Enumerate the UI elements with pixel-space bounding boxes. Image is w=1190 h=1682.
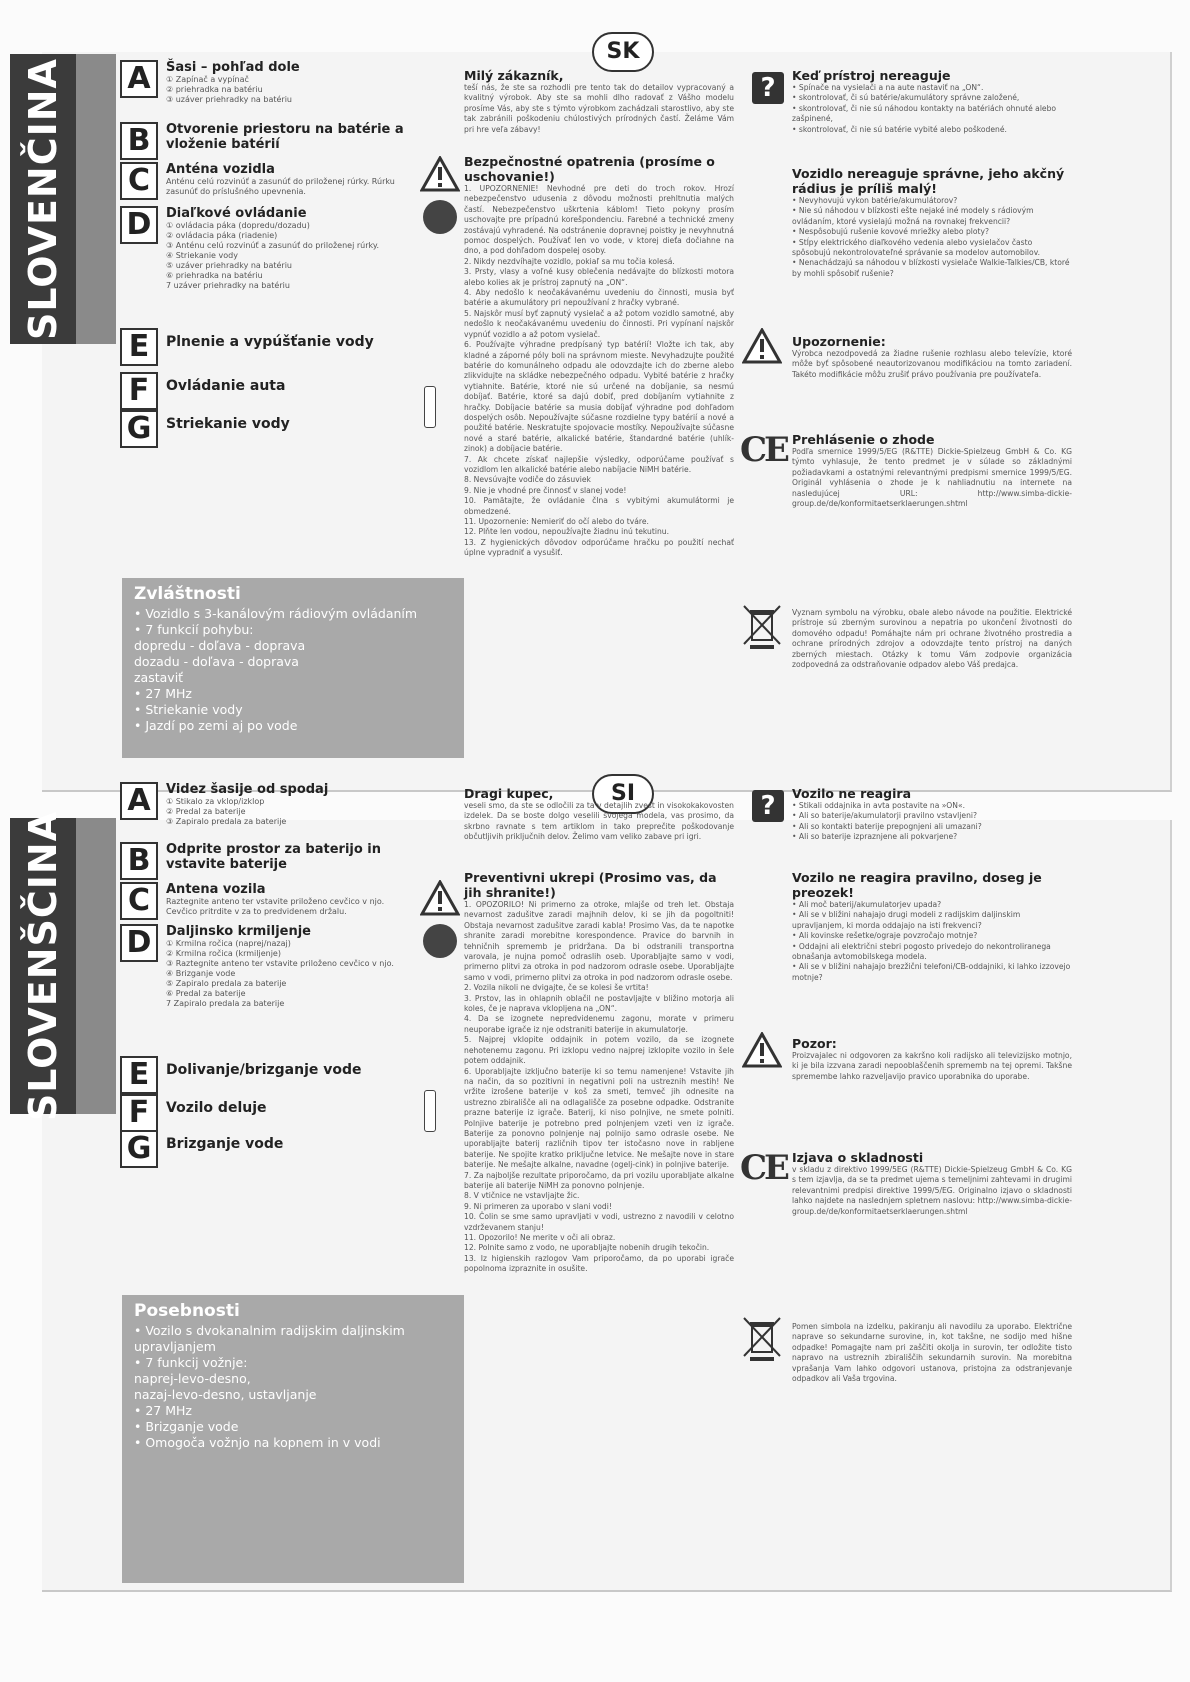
trouble-title-2: Vozilo ne reagira pravilno, doseg je preozek! [792,870,1042,900]
section-title: Vozilo deluje [166,1100,267,1116]
section-letter: E [120,328,158,366]
greeting-text: veseli smo, da ste se odločili za ta v detajlih zvest in visokokakovosten izdelek. Da se boste dolgo veselili svojega modela, vas prosimo, da skrbno ravnate s tem artiklom in tako preprečite poškodovanje občutljivih priključnih delov. Želimo vam veliko zabave pri igri. [464,801,734,842]
warning-triangle-icon [742,1032,782,1072]
crossed-bin-icon [742,604,782,650]
disposal-text: Vyznam symbolu na výrobku, obale alebo návode na použitie. Elektrické prístroje sú zberným surovinou a nepatria po ukončení životnosti do domového odpadu! Pomáhajte nám pri ochrane životného prostredia a ochrane prírodných zdrojov a odovzdajte tento prístroj na daných zberných miestach. Otázky k tomu Vám zodpovie organizácia zodpovedná za odstraňovanie odpadov alebo Váš predajca. [792,608,1072,670]
features-box [122,1295,464,1583]
antenna-tube-icon [424,1090,436,1132]
child-under-3-icon [423,200,457,234]
caution-block [792,334,1072,380]
conformity-title: Prehlásenie o zhode [792,432,935,447]
section-c [120,882,416,920]
section-letter: G [120,1130,158,1168]
caution-text: Výrobca nezodpovedá za žiadne rušenie rozhlasu alebo televízie, ktoré môže byť spôsobené neautorizovanou modifikáciou na tomto zariadení. Takéto modifikácie môžu zrušiť právo používania pre používateľa. [792,349,1072,379]
features-list: • Vozilo s dvokanalnim radijskim daljinskim upravljanjem • 7 funkcij vožnje: naprej-levo-desno, nazaj-levo-desno, ustavljanje • 27 MHz • Brizganje vode • Omogoča vožnjo na kopnem in v vodi [134,1323,405,1450]
features-list: • Vozidlo s 3-kanálovým rádiovým ovládaním • 7 funkcií pohybu: dopredu - doľava - doprava dozadu - doľava - doprava zastaviť • 27 MHz • Striekanie vody • Jazdí po zemi aj po vode [134,606,418,733]
disposal-text: Pomen simbola na izdelku, pakiranju ali navodilu za uporabo. Električne naprave so sekundarne surovine, in, kot takšne, ne sodijo med hišne odpadke! Pomagajte nam pri zaščiti okolja in surovin, ter odložite tisto napravo na ustreznih zbirališčih sekundarnih surovin. Na morebitna vprašanja Vam lahko odgovori ustanova, pristojna za odstranjevanje odpadkov ali Vaša trgovina. [792,1322,1072,1384]
section-g [120,1130,416,1168]
section-a [120,60,416,105]
section-title: Brizganje vode [166,1136,284,1152]
section-text: ① Zapínač a vypínač ② priehradka na batériu ③ uzáver priehradky na batériu [166,75,292,104]
section-text: ① ovládacia páka (dopredu/dozadu) ② ovládacia páka (riadenie) ③ Anténu celú rozvinúť a zasunúť do priloženej rúrky. ④ Striekanie vody ⑤ uzáver priehradky na batériu ⑥ priehradka na batériu 7 uzáver priehradky na batériu [166,221,379,290]
section-title: Šasi – pohľad dole [166,60,300,75]
language-badge: SI [592,774,654,814]
caution-title: Pozor: [792,1036,837,1051]
safety-text: 1. UPOZORNENIE! Nevhodné pre deti do troch rokov. Hrozí nebezpečenstvo udusenia z dôvodu možnosti prehltnutia malých častí. Nebezpečenstvo uškrtenia káblom! Tieto pokyny prosím uschovajte pre prípadnú korešpondenciu. Farebné a technické zmeny zostávajú vyhradené. Na odstránenie dopravnej poistky je nevyhnutná pomoc dospelých. Používať len vo vode, v ktorej dieťa dočiahne na dno, a pod dohľadom dospelej osoby. 2. Nikdy nezdvíhajte vozidlo, pokiaľ sa mu točia kolesá. 3. Prsty, vlasy a voľné kusy oblečenia nedávajte do blízkosti motora alebo kolies ak je prístroj zapnutý na „ON“. 4. Aby nedošlo k neočakávanému uvedeniu do činnosti, musia byť batérie a akumulátory pri nepoužívaní z hračky vybrané. 5. Najskôr musí byť zapnutý vysielač a až potom vozidlo samotné, aby nedošlo k neočakávanému uvedeniu do činnosti. Pri vypínaní najskôr vypnúť vozidlo a až potom vysielač. 6. Používajte výhradne predpísaný typ batérií! Vložte ich tak, aby kladné a záporné póly boli na správnom mieste. Nevyhadzujte použité batérie do komunálneho odpadu ale odovzdajte ich do zberne alebo zlikvidujte na skládke nebezpečného odpadu. Vybité batérie z hračky vytiahnite. Batérie, ktoré nie sú určené na dobíjanie, sa nesmú dobíjať. Batérie, ktoré sa dajú dobiť, pred dobíjaním vytiahnite z hračky. Dobíjacie batérie sa musia dobíjať výhradne pod dohľadom dospelých osôb. Nepoužívajte súčasne rozdielne typy batérií a nové a použité batérie. Neskratujte spojovacie mostíky. Nepoužívajte súčasne nové a staré batérie, alkalické batérie, štandardné batérie (uhlík-zinok) a dobíjacie batérie. 7. Ak chcete získať najlepšie výsledky, odporúčame používať s vozidlom len alkalické batérie alebo nabíjacie NiMH batérie. 8. Nevsúvajte vodiče do zásuviek 9. Nie je vhodné pre činnosť v slanej vode! 10. Pamätajte, že ovládanie člna s vybitými akumulátormi je obmedzené. 11. Upozornenie: Nemieriť do očí alebo do tváre. 12. Plňte len vodou, nepoužívajte žiadnu inú tekutinu. 13. Z hygienických dôvodov odporúčame hračku po použití nechať úplne vypradniť a vysušiť. [464,184,734,558]
section-letter: C [120,162,158,200]
conformity-title: Izjava o skladnosti [792,1150,924,1165]
language-label: SLOVENŠČINA [10,818,76,1114]
section-title: Odprite prostor za baterijo in vstavite baterije [166,842,382,872]
safety-title: Bezpečnostné opatrenia (prosíme o uschovanie!) [464,154,715,184]
side-stripe [76,818,116,1114]
section-b [120,842,416,880]
caution-title: Upozornenie: [792,334,886,349]
section-title: Anténa vozidla [166,162,275,177]
warning-triangle-icon [742,328,782,368]
greeting-text: teší nás, že ste sa rozhodli pre tento tak do detailov vypracovaný a kvalitný výrobok. Aby ste sa mohli dlho radovať z Vášho modelu prosíme Vás, aby ste s týmto výrobkom zachádzali starostlivo, aby ste tak zabránili poškodeniu chúlostivých prírodných častí. Želáme Vám pri hre veľa zábavy! [464,83,734,134]
section-title: Daljinsko krmiljenje [166,924,311,939]
section-letter: B [120,842,158,880]
warning-triangle-icon [420,156,460,196]
safety-text: 1. OPOZORILO! Ni primerno za otroke, mlajše od treh let. Obstaja nevarnost zadušitve zaradi majhnih delov, ki se jih da pogoltniti! Obstaja nevarnost zadušitve zaradi kabla! Prosimo Vas, da te napotke shranite zaradi morebitne korespondence. Pravice do barvnih in tehničnih sprememb je pridržana. Da bi odstranili transportna varovala, je nujna pomoč odraslih oseb. Uporabljajte samo v vodi, primerno plitvi za otroka in pod nadzorom odrasle osebe. Uporabljajte samo v vodi, primerno plitvi za otroka in pod nadzorom odrasle osebe. 2. Vozila nikoli ne dvigajte, če se kolesi še vrtita! 3. Prstov, las in ohlapnih oblačil ne postavljajte v bližino motorja ali koles, če je naprava vklopljena na „ON“. 4. Da se izognete nepredvidenemu zagonu, morate v primeru neuporabe igrače iz nje odstraniti baterije in akumulatorje. 5. Najprej vklopite oddajnik in potem vozilo, da se izognete nehotenemu zagonu. Pri izklopu vedno najprej izklopite vozilo in šele potem oddajnik. 6. Uporabljajte izključno baterije ki so temu namenjene! Vstavite jih na način, da so pozitivni in negativni poli na ustreznih mestih! Ne vržite izrošene baterije v koš za smeti, temveč jih odnesite na ustrezno zbirališče ali na odlagališče za posebne odpadke. Odstranite prazne baterije iz igrače. Baterij, ki niso polnjive, ne smete polniti. Polnjive baterije je potrebno pred polnjenjem vzeti ven iz igrače. Baterije za ponovno polnjenje naj polnijo samo odrasle osebe. Ne uporabljajte baterij različnih tipov ter istočasno nove in rabljene baterije. Ne spojite kratko priključne letvice. Ne mešajte nove in stare baterije. Ne mešajte alkalne, navadne (ogelj-cink) in polnjive baterije. 7. Za najboljše rezultate priporočamo, da pri vozilu uporabljate alkalne baterije ali baterije NiMH za ponovno polnjenje. 8. V vtičnice ne vstavljajte žic. 9. Ni primeren za uporabo v slani vodi! 10. Čolin se sme samo upravljati v vodi, ustrezno z navodili v celotno vzdrževanem stanju! 11. Opozorilo! Ne merite v oči ali obraz. 12. Polnite samo z vodo, ne uporabljajte nobenih drugih tekočin. 13. Iz higienskih razlogov Vam priporočamo, da po uporabi igrače popolnoma izpraznite in osušite. [464,900,734,1274]
crossed-bin-icon [742,1316,782,1362]
trouble-list-1: • Spínače na vysielači a na aute nastaviť na „ON“. • skontrolovať, či sú batérie/akumulátory správne založené, • skontrolovať, či nie sú náhodou kontakty na batériách ohnuté alebo zašpinené, • skontrolovať, či nie sú batérie vybité alebo poškodené. [792,83,1057,134]
greeting-title: Dragi kupec, [464,786,554,801]
greeting-title: Milý zákazník, [464,68,564,83]
section-b [120,122,416,160]
features-title: Zvláštnosti [134,584,241,604]
safety-block [464,870,734,1275]
greeting-block [464,68,734,135]
disposal-block [792,608,1072,670]
trouble-list-2: • Ali moč baterij/akumulatorjev upada? • Ali se v bližini nahajajo drugi modeli z radijskim daljinskim upravljanjem, ki morda oddajajo na isti frekvenci? • Ali kovinske rešetke/ograje povzročajo motnje? • Oddajni ali električni stebri pogosto privedejo do nekontroliranega obnašanja avtomobilskega modela. • Ali se v bližini nahajajo brezžični telefoni/CB-oddajniki, ki lahko izzovejo motnje? [792,900,1071,982]
language-badge: SK [592,32,654,72]
warning-triangle-icon [420,880,460,920]
trouble-title-1: Vozilo ne reagira [792,786,912,801]
section-e [120,328,416,366]
section-letter: E [120,1056,158,1094]
section-title: Striekanie vody [166,416,290,432]
question-icon: ? [752,790,784,822]
trouble-list-1: • Stikali oddajnika in avta postavite na »ON«. • Ali so baterije/akumulatorji pravilno vstavljeni? • Ali so kontakti baterije prepognjeni ali umazani? • Ali so baterije izpraznjene ali pokvarjene? [792,801,982,842]
section-g [120,410,416,448]
greeting-block [464,786,734,843]
section-d [120,206,416,291]
section-letter: G [120,410,158,448]
trouble-title-1: Keď prístroj nereaguje [792,68,951,83]
section-c [120,162,416,200]
section-letter: F [120,372,158,410]
trouble-title-2: Vozidlo nereaguje správne, jeho akčný rádius je príliš malý! [792,166,1065,196]
features-box [122,578,464,758]
safety-block [464,154,734,559]
section-title: Ovládanie auta [166,378,286,394]
caution-text: Proizvajalec ni odgovoren za kakršno koli radijsko ali televizijsko motnjo, ki je bila izzvana zaradi nepooblaščenih sprememb na tej opremi. Takšne spremembe lahko razveljavijo pravico uporabnika do uporabe. [792,1051,1072,1081]
section-letter: A [120,60,158,98]
language-label: SLOVENČINA [10,54,76,344]
section-letter: D [120,924,158,962]
antenna-tube-icon [424,386,436,428]
child-under-3-icon [423,924,457,958]
trouble-block-1 [792,786,1072,843]
trouble-block-1 [792,68,1072,135]
trouble-block-2 [792,166,1072,279]
side-stripe [76,54,116,344]
section-title: Antena vozila [166,882,266,897]
section-f [120,1094,416,1132]
safety-title: Preventivni ukrepi (Prosimo vas, da jih shranite!) [464,870,717,900]
section-letter: D [120,206,158,244]
ce-mark-icon: CE [740,430,787,470]
section-text: Raztegnite anteno ter vstavite priloženo cevčico v njo. Cevčico pritrdite v za to predvidenem držalu. [166,897,385,916]
section-title: Plnenie a vypúšťanie vody [166,334,374,350]
conformity-text: v skladu z direktivo 1999/5EG (R&TTE) Dickie-Spielzeug GmbH & Co. KG s tem izjavlja, da se ta predmet ujema s temeljnimi zahtevami in drugimi relevantnimi predpisi direktive 1999/5/EG. Originalno izjavo o skladnosti lahko najdete na naslednjem spletnem naslovu: http://www.simba-dickie-group.de/de/konformitaetserklaerungen.shtml [792,1165,1072,1216]
section-a [120,782,416,827]
features-title: Posebnosti [134,1301,240,1321]
trouble-list-2: • Nevyhovujú vykon batérie/akumulátorov? • Nie sú náhodou v blízkosti ešte nejaké iné modely s rádiovým ovládaním, ktoré vysielajú možná na rovnakej frekvencii? • Nespôsobujú rušenie kovové mriežky alebo ploty? • Stĺpy elektrického diaľkového vedenia alebo vysielačov často spôsobujú nekontrolovateľné správanie sa modelov automobilov. • Nenachádzajú sa náhodou v blízkosti vysielače Walkie-Talkies/CB, ktoré by mohli spôsobiť rušenie? [792,196,1070,278]
section-text: ① Krmilna ročica (naprej/nazaj) ② Krmilna ročica (krmiljenje) ③ Raztegnite anteno ter vstavite priloženo cevčico v njo. ④ Brizganje vode ⑤ Zapiralo predala za baterije ⑥ Predal za baterije 7 Zapiralo predala za baterije [166,939,394,1008]
section-title: Videz šasije od spodaj [166,782,329,797]
section-letter: A [120,782,158,820]
ce-mark-icon: CE [740,1148,787,1188]
section-title: Dolivanje/brizganje vode [166,1062,362,1078]
section-letter: C [120,882,158,920]
section-text: ① Stikalo za vklop/izklop ② Predal za baterije ③ Zapiralo predala za baterije [166,797,287,826]
section-title: Otvorenie priestoru na batérie a vloženie batérií [166,122,404,152]
section-f [120,372,416,410]
slovak-page [0,0,1190,810]
slovenian-page [0,781,1190,1682]
section-letter: B [120,122,158,160]
caution-block [792,1036,1072,1082]
conformity-text: Podľa smernice 1999/5/EG (R&TTE) Dickie-Spielzeug GmbH & Co. KG týmto vyhlasuje, že tento predmet je v súlade so základnými požiadavkami a ostatnými relevantnými predpismi smernice 1999/5/EG. Originál vyhlásenia o zhode je k nahliadnutiu na internete na nasledujúcej URL: http://www.simba-dickie-group.de/de/konformitaetserklaerungen.shtml [792,447,1072,509]
section-text: Anténu celú rozvinúť a zasunúť do priloženej rúrky. Rúrku zasunúť do príslušného upevnenia. [166,177,395,196]
section-e [120,1056,416,1094]
question-icon: ? [752,72,784,104]
section-d [120,924,416,1009]
disposal-block [792,1322,1072,1384]
section-letter: F [120,1094,158,1132]
conformity-block [792,432,1072,509]
section-title: Diaľkové ovládanie [166,206,307,221]
conformity-block [792,1150,1072,1217]
trouble-block-2 [792,870,1072,983]
